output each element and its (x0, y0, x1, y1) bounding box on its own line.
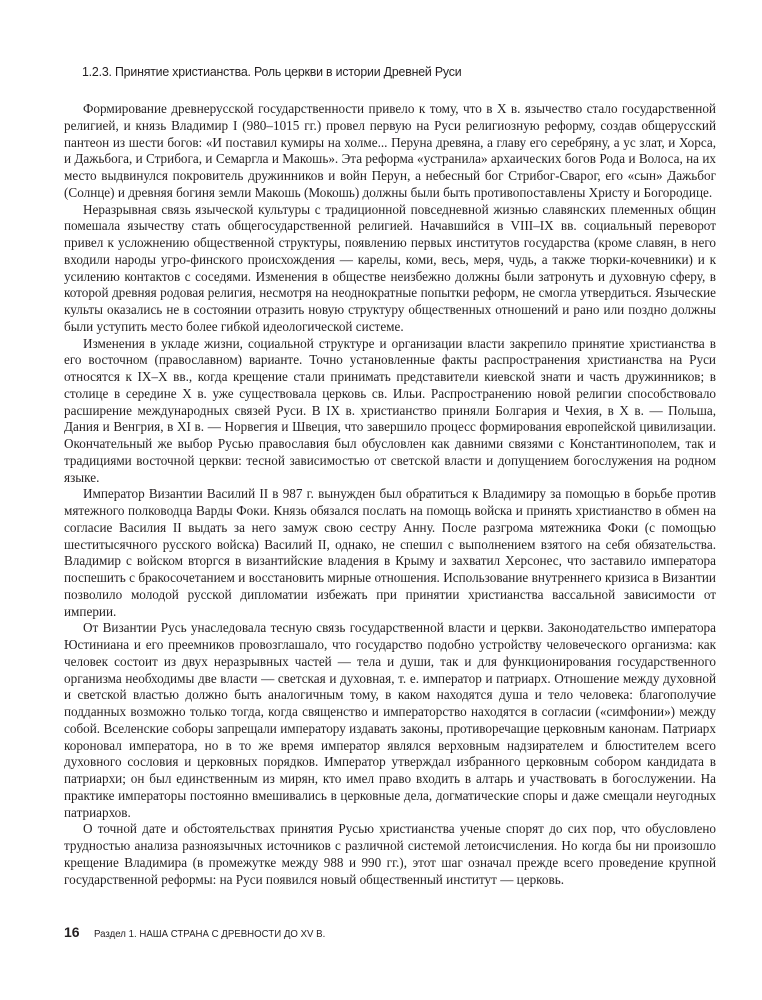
paragraph-4: Император Византии Василий II в 987 г. вынужден был обратиться к Владимиру за помощью в борьбе против мятежного полководца Варды Фоки. Князь обязался послать на помощь войска и принять христианство в обмен на согласие Василия II выдать за него замуж свою сестру Анну. После разгрома мятежника Фоки (с помощью шеститысячного русского войска) Василий II, однако, не спешил с выполнением взятого на себя обязательства. Владимир с войском вторгся в византийские владения в Крыму и захватил Херсонес, что заставило императора поспешить с бракосочетанием и восстановить мирные отношения. Использование внутреннего кризиса в Византии позволило молодой русской дипломатии избежать при принятии христианства вассальной зависимости от империи. (64, 486, 716, 619)
paragraph-5: От Византии Русь унаследовала тесную связь государственной власти и церкви. Законодательство императора Юстиниана и его преемников провозглашало, что государство подобно устройству человеческого организма: как человек состоит из двух неразрывных частей — тела и души, так и для функционирования государственного организма необходимы две власти — светская и духовная, т. е. император и патриарх. Отношение между духовной и светской властью должно быть аналогичным тому, в каком находятся душа и тело человека: благополучие подданных возможно только тогда, когда священство и императорство находятся в согласии («симфонии») между собой. Вселенские соборы запрещали императору издавать законы, противоречащие церковным канонам. Патриарх короновал императора, но в то же время император являлся верховным надзирателем и блюстителем всего духовного сословия и церковных порядков. Император утверждал избранного церковным собором кандидата в патриархи; он был единственным из мирян, кто имел право входить в алтарь и участвовать в богослужении. На практике императоры постоянно вмешивались в церковные дела, догматические споры и даже смещали неугодных патриархов. (64, 620, 716, 820)
section-heading: 1.2.3. Принятие христианства. Роль церкви в истории Древней Руси (82, 64, 462, 79)
running-footer-section: Раздел 1. НАША СТРАНА С ДРЕВНОСТИ ДО XV В. (93, 928, 325, 940)
page-footer (64, 924, 704, 940)
page-number: 16 (64, 924, 80, 940)
body-text (64, 101, 716, 888)
paragraph-1: Формирование древнерусской государственности привело к тому, что в X в. язычество стало государственной религией, и князь Владимир I (980–1015 гг.) провел первую на Руси религиозную реформу, создав общерусский пантеон из шести богов: «И поставил кумиры на холме... Перуна древяна, а главу его серебряну, а ус злат, и Хорса, и Дажьбога, и Стрибога, и Семаргла и Макошь». Эта реформа «устранила» архаических богов Рода и Волоса, на их место выдвинулся покровитель дружинников и войн Перун, а небесный бог Стрибог-Сварог, его «сын» Дажьбог (Солнце) и древняя богиня земли Макошь (Мокошь) должны были быть противопоставлены Христу и Богородице. (64, 101, 716, 200)
paragraph-3: Изменения в укладе жизни, социальной структуре и организации власти закрепило принятие христианства в его восточном (православном) варианте. Точно установленные факты распространения христианства на Руси относятся к IX–X вв., когда крещение стали принимать представители киевской знати и часть дружинников; в столице в середине X в. уже существовала церковь св. Ильи. Распространению новой религии способствовало расширение международных связей Руси. В IX в. христианство приняли Болгария и Чехия, в X в. — Польша, Дания и Венгрия, в XI в. — Норвегия и Швеция, что завершило процесс формирования европейской цивилизации. Окончательный же выбор Русью православия был обусловлен как давними связями с Константинополем, так и традициями восточной церкви: тесной зависимостью от светской власти и допущением богослужения на родном языке. (64, 335, 716, 485)
paragraph-2: Неразрывная связь языческой культуры с традиционной повседневной жизнью славянских племенных общин помешала язычеству стать общегосударственной религией. Начавшийся в VIII–IX вв. социальный переворот привел к усложнению общественной структуры, появлению первых институтов государства (кроме славян, в него входили народы угро-финского происхождения — карелы, коми, весь, меря, чудь, а также тюрки-кочевники) и к усилению контактов с соседями. Изменения в обществе неизбежно должны были затронуть и духовную сферу, в которой древняя родовая религия, несмотря на неоднократные попытки реформ, не смогла утвердиться. Языческие культы оказались не в состоянии отразить новую структуру общественных отношений и рано или поздно должны были уступить место более гибкой идеологической системе. (64, 201, 716, 334)
paragraph-6: О точной дате и обстоятельствах принятия Русью христианства ученые спорят до сих пор, что обусловлено трудностью анализа разноязычных источников с различной системой летоисчисления. Но когда бы ни произошло крещение Владимира (в промежутке между 988 и 990 гг.), этот шаг означал прежде всего проведение крупной государственной реформы: на Руси появился новый общественный институт — церковь. (64, 821, 716, 887)
